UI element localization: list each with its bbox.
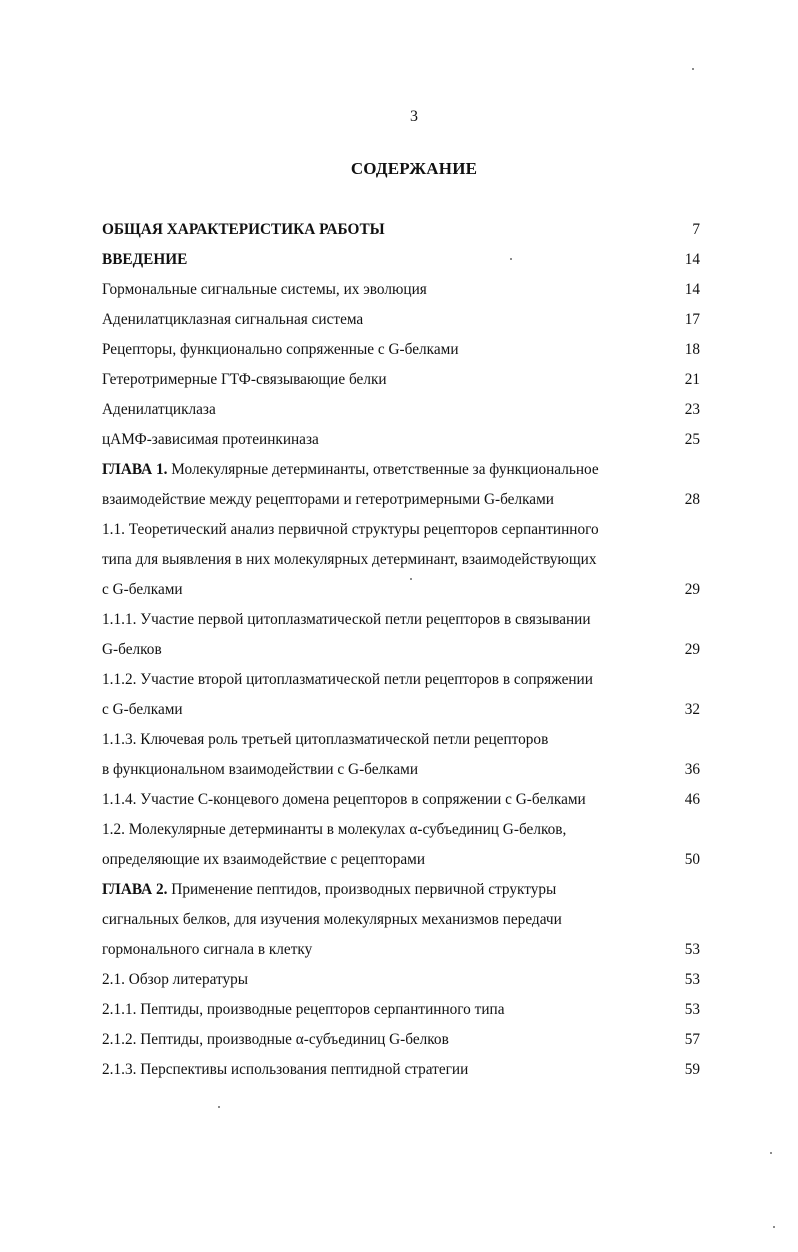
toc-line-text: ВВЕДЕНИЕ [102,251,188,268]
toc-line-text: 1.1.4. Участие С-концевого домена рецепторов в сопряжении с G-белками [102,791,586,808]
toc-entry-line [102,395,647,425]
toc-entry-text [102,365,647,395]
toc-entry-line [102,725,647,755]
toc-entry [102,725,700,785]
toc-entry [102,785,700,815]
toc-entry-line [102,245,647,275]
toc-entry-text [102,425,647,455]
toc-page-number: 28 [684,491,700,508]
toc-entry-line [102,515,647,545]
chapter-label: ГЛАВА 1. [102,461,168,478]
toc-entry-line [102,845,647,875]
toc-entry-text [102,395,647,425]
toc-page-number: 36 [684,761,700,778]
toc-entry-line [102,965,647,995]
toc-page-number: 29 [684,581,700,598]
toc-page-number: 29 [684,641,700,658]
toc-entry [102,335,700,365]
toc-line-text: 1.1. Теоретический анализ первичной структуры рецепторов серпантинного [102,521,599,538]
scan-speck [410,578,412,580]
toc-entry-text [102,305,647,335]
toc-line-text: в функциональном взаимодействии с G-белками [102,761,419,778]
toc-entry-line [102,935,647,965]
toc-entry [102,875,700,965]
toc-entry [102,605,700,665]
toc-page-number: 25 [684,431,700,448]
toc-entry-line [102,695,647,725]
toc-entry [102,965,700,995]
toc-entry-line [102,215,647,245]
toc-entry-line [102,1055,647,1085]
toc-entry-text [102,215,647,245]
toc-entry-text [102,815,647,875]
toc-line-text: определяющие их взаимодействие с рецепторами [102,851,426,868]
toc-entry-line [102,305,647,335]
scan-speck [773,1226,775,1228]
toc-entry-text [102,335,647,365]
toc-entry-text [102,245,647,275]
toc-entry-text [102,665,647,725]
toc-entry-text [102,995,647,1025]
toc-entry-text [102,785,647,815]
toc-line-text: Гормональные сигнальные системы, их эволюция [102,281,427,298]
toc-entry-text [102,605,647,665]
toc-line-text: сигнальных белков, для изучения молекулярных механизмов передачи [102,911,562,928]
toc-line-text: типа для выявления в них молекулярных детерминант, взаимодействующих [102,551,597,568]
toc-entry [102,1025,700,1055]
toc-page-number: 17 [684,311,700,328]
toc-line-text: 1.1.3. Ключевая роль третьей цитоплазматической петли рецепторов [102,731,549,748]
toc-line-text: 2.1.1. Пептиды, производные рецепторов серпантинного типа [102,1001,505,1018]
chapter-label: ГЛАВА 2. [102,881,168,898]
toc-line-text: G-белков [102,641,162,658]
toc-page-number: 14 [684,281,700,298]
toc-line-text: Рецепторы, функционально сопряженные с G-белками [102,341,459,358]
toc-entry [102,515,700,605]
toc-entry [102,995,700,1025]
toc-entry-line [102,365,647,395]
toc-entry [102,305,700,335]
toc-entry-text [102,1055,647,1085]
toc-page-number: 14 [684,251,700,268]
toc-line-text: Аденилатциклаза [102,401,216,418]
toc-entry [102,395,700,425]
page-number: 3 [410,108,418,125]
toc-line-text: взаимодействие между рецепторами и гетеротримерными G-белками [102,491,554,508]
toc-page-number: 18 [684,341,700,358]
toc-entry [102,815,700,875]
scan-speck [770,1152,772,1154]
toc-line-text: гормонального сигнала в клетку [102,941,313,958]
toc-entry-line [102,905,647,935]
toc-line-text: с G-белками [102,581,183,598]
toc-entry-line [102,275,647,305]
toc-entry [102,665,700,725]
toc-page-number: 21 [684,371,700,388]
toc-entry-line [102,545,647,575]
page-title: СОДЕРЖАНИЕ [350,159,478,178]
toc-entry-line [102,875,647,905]
toc-entry-line [102,635,647,665]
toc-entry-line [102,575,647,605]
toc-entry [102,425,700,455]
toc-page-number: 23 [684,401,700,418]
toc-entry-text [102,275,647,305]
toc-line-text: Аденилатциклазная сигнальная система [102,311,364,328]
toc-line-text: Гетеротримерные ГТФ-связывающие белки [102,371,387,388]
toc-entry-text [102,1025,647,1055]
toc-entry-line [102,425,647,455]
toc-entry-line [102,1025,647,1055]
toc-entry-line [102,785,647,815]
toc-entry-line [102,665,647,695]
scan-speck [218,1106,220,1108]
scan-speck [692,68,694,70]
toc-entry-line [102,605,647,635]
toc-entry-text [102,725,647,785]
toc-page-number: 53 [684,941,700,958]
toc-entry-text [102,965,647,995]
toc-page-number: 57 [684,1031,700,1048]
table-of-contents [102,215,700,1085]
toc-entry-line [102,485,647,515]
toc-line-text: 2.1. Обзор литературы [102,971,249,988]
toc-page-number: 50 [684,851,700,868]
scan-speck [510,258,512,260]
toc-line-text: 1.2. Молекулярные детерминанты в молекулах α-субъединиц G-белков, [102,821,567,838]
toc-page-number: 53 [684,1001,700,1018]
toc-line-text: цАМФ-зависимая протеинкиназа [102,431,319,448]
toc-entry-line [102,455,647,485]
toc-line-text: Молекулярные детерминанты, ответственные за функциональное [171,461,599,478]
toc-entry [102,365,700,395]
toc-line-text: Применение пептидов, производных первичной структуры [171,881,557,898]
toc-page-number: 53 [684,971,700,988]
toc-entry-text [102,455,647,515]
toc-page-number: 59 [684,1061,700,1078]
toc-line-text: 2.1.3. Перспективы использования пептидной стратегии [102,1061,469,1078]
toc-page-number: 32 [684,701,700,718]
toc-line-text: 2.1.2. Пептиды, производные α-субъединиц G-белков [102,1031,449,1048]
toc-page-number: 7 [692,221,700,238]
toc-entry-line [102,995,647,1025]
toc-line-text: 1.1.2. Участие второй цитоплазматической петли рецепторов в сопряжении [102,671,593,688]
toc-entry-text [102,875,647,965]
toc-line-text: ОБЩАЯ ХАРАКТЕРИСТИКА РАБОТЫ [102,221,385,238]
toc-entry [102,1055,700,1085]
toc-entry-line [102,335,647,365]
toc-entry-text [102,515,647,605]
toc-entry-line [102,755,647,785]
toc-entry-line [102,815,647,845]
toc-line-text: 1.1.1. Участие первой цитоплазматической петли рецепторов в связывании [102,611,591,628]
toc-entry [102,215,700,245]
toc-page-number: 46 [684,791,700,808]
toc-line-text: с G-белками [102,701,183,718]
toc-entry [102,455,700,515]
toc-entry [102,275,700,305]
toc-entry [102,245,700,275]
